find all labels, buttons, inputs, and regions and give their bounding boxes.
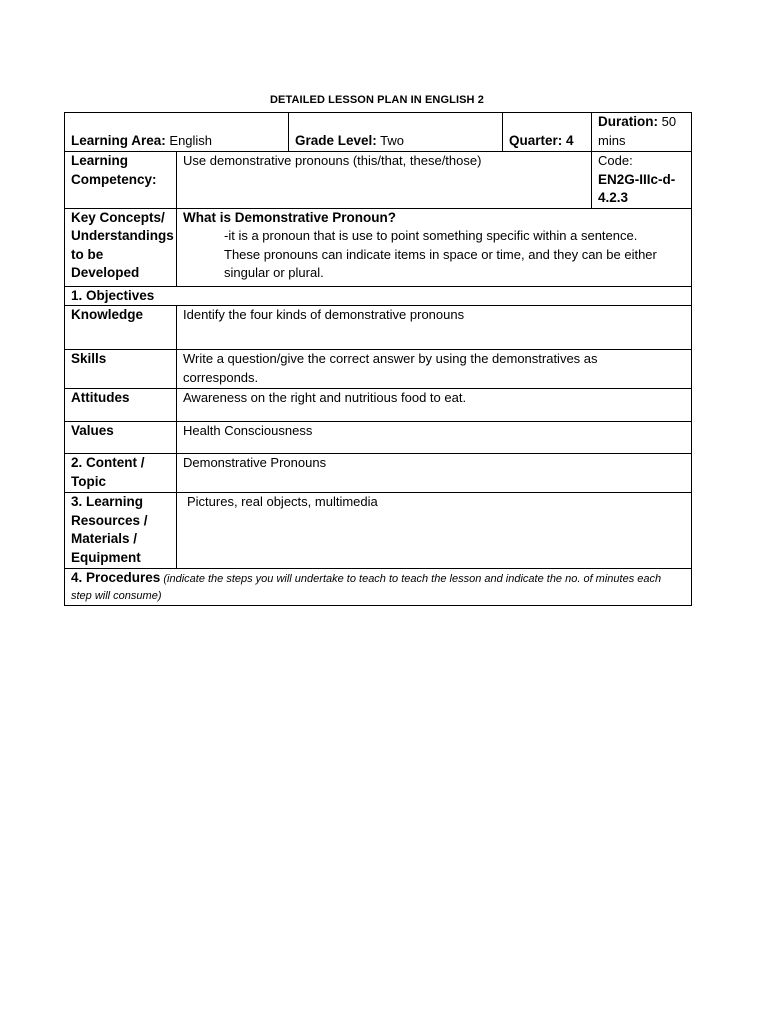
procedures-note-line1: (indicate the steps you will undertake to teach to teach the lesson and indicate the no. of minutes each <box>160 573 662 585</box>
resources-label-line2: Resources / <box>71 512 148 528</box>
resources-label-line4: Equipment <box>71 549 141 565</box>
key-concepts-label-cell <box>65 208 177 286</box>
objectives-section-row <box>65 286 692 306</box>
code-label: Code: <box>598 153 633 168</box>
key-concepts-line3: singular or plural. <box>224 265 324 280</box>
skills-row <box>65 350 692 389</box>
learning-area-value: English <box>165 132 213 148</box>
content-text: Demonstrative Pronouns <box>183 455 327 470</box>
objectives-section-label: 1. Objectives <box>71 287 155 303</box>
content-text-cell <box>177 454 692 493</box>
resources-text-cell <box>177 493 692 569</box>
resources-text: Pictures, real objects, multimedia <box>187 494 378 509</box>
knowledge-label: Knowledge <box>71 307 144 322</box>
knowledge-text: Identify the four kinds of demonstrative pronouns <box>183 307 465 322</box>
key-concepts-line1: -it is a pronoun that is use to point something specific within a sentence. <box>224 228 638 243</box>
header-row <box>65 113 692 152</box>
values-text: Health Consciousness <box>183 423 313 438</box>
grade-level-value: Two <box>376 132 405 148</box>
grade-level-label: Grade Level: <box>295 132 377 148</box>
skills-text-cell <box>177 350 692 389</box>
key-concepts-row <box>65 208 692 286</box>
procedures-note-line2: step will consume) <box>71 590 162 602</box>
resources-label-line3: Materials / <box>71 531 138 546</box>
competency-label-line1: Learning <box>71 153 129 168</box>
key-concepts-line2: These pronouns can indicate items in space or time, and they can be either <box>224 246 657 262</box>
content-label-line2: Topic <box>71 473 106 489</box>
competency-label-cell <box>65 152 177 209</box>
content-label-line1: 2. Content / <box>71 455 145 470</box>
skills-label-cell <box>65 350 177 389</box>
resources-row <box>65 493 692 569</box>
procedures-row <box>65 569 692 606</box>
lesson-plan-table <box>64 112 692 606</box>
key-concepts-heading: What is Demonstrative Pronoun? <box>183 209 397 225</box>
key-concepts-label-line4: Developed <box>71 265 140 280</box>
values-label: Values <box>71 423 114 438</box>
key-concepts-label-line1: Key Concepts/ <box>71 209 165 225</box>
competency-text: Use demonstrative pronouns (this/that, these/those) <box>183 153 482 168</box>
learning-area-label: Learning Area: <box>71 132 166 148</box>
knowledge-row <box>65 306 692 350</box>
procedures-cell <box>65 569 692 606</box>
duration-cell <box>592 113 692 152</box>
content-label-cell <box>65 454 177 493</box>
values-label-cell <box>65 422 177 454</box>
learning-area-cell <box>65 113 289 152</box>
values-row <box>65 422 692 454</box>
attitudes-label: Attitudes <box>71 390 130 405</box>
competency-row <box>65 152 692 209</box>
quarter-cell <box>503 113 592 152</box>
duration-label: Duration: <box>598 114 658 129</box>
attitudes-text-cell <box>177 389 692 422</box>
procedures-label: 4. Procedures <box>71 570 161 585</box>
values-text-cell <box>177 422 692 454</box>
code-value: EN2G-IIIc-d-4.2.3 <box>598 171 676 205</box>
skills-line1: Write a question/give the correct answer by using the demonstratives as <box>183 351 598 366</box>
resources-label-line1: 3. Learning <box>71 494 144 509</box>
resources-label-cell <box>65 493 177 569</box>
key-concepts-label-line2: Understandings <box>71 228 174 243</box>
skills-line2: corresponds. <box>183 369 259 385</box>
key-concepts-label-line3: to be <box>71 246 104 262</box>
grade-level-cell <box>289 113 503 152</box>
document-title: DETAILED LESSON PLAN IN ENGLISH 2 <box>270 94 484 106</box>
quarter-label: Quarter: 4 <box>509 132 574 148</box>
knowledge-label-cell <box>65 306 177 350</box>
attitudes-label-cell <box>65 389 177 422</box>
skills-label: Skills <box>71 351 107 366</box>
competency-label-line2: Competency: <box>71 171 157 187</box>
key-concepts-text-cell <box>177 208 692 286</box>
attitudes-text: Awareness on the right and nutritious food to eat. <box>183 390 467 405</box>
content-row <box>65 454 692 493</box>
attitudes-row <box>65 389 692 422</box>
competency-text-cell <box>177 152 592 209</box>
duration-value: 50 mins <box>598 114 677 148</box>
knowledge-text-cell <box>177 306 692 350</box>
objectives-section-cell <box>65 286 692 306</box>
code-cell <box>592 152 692 209</box>
